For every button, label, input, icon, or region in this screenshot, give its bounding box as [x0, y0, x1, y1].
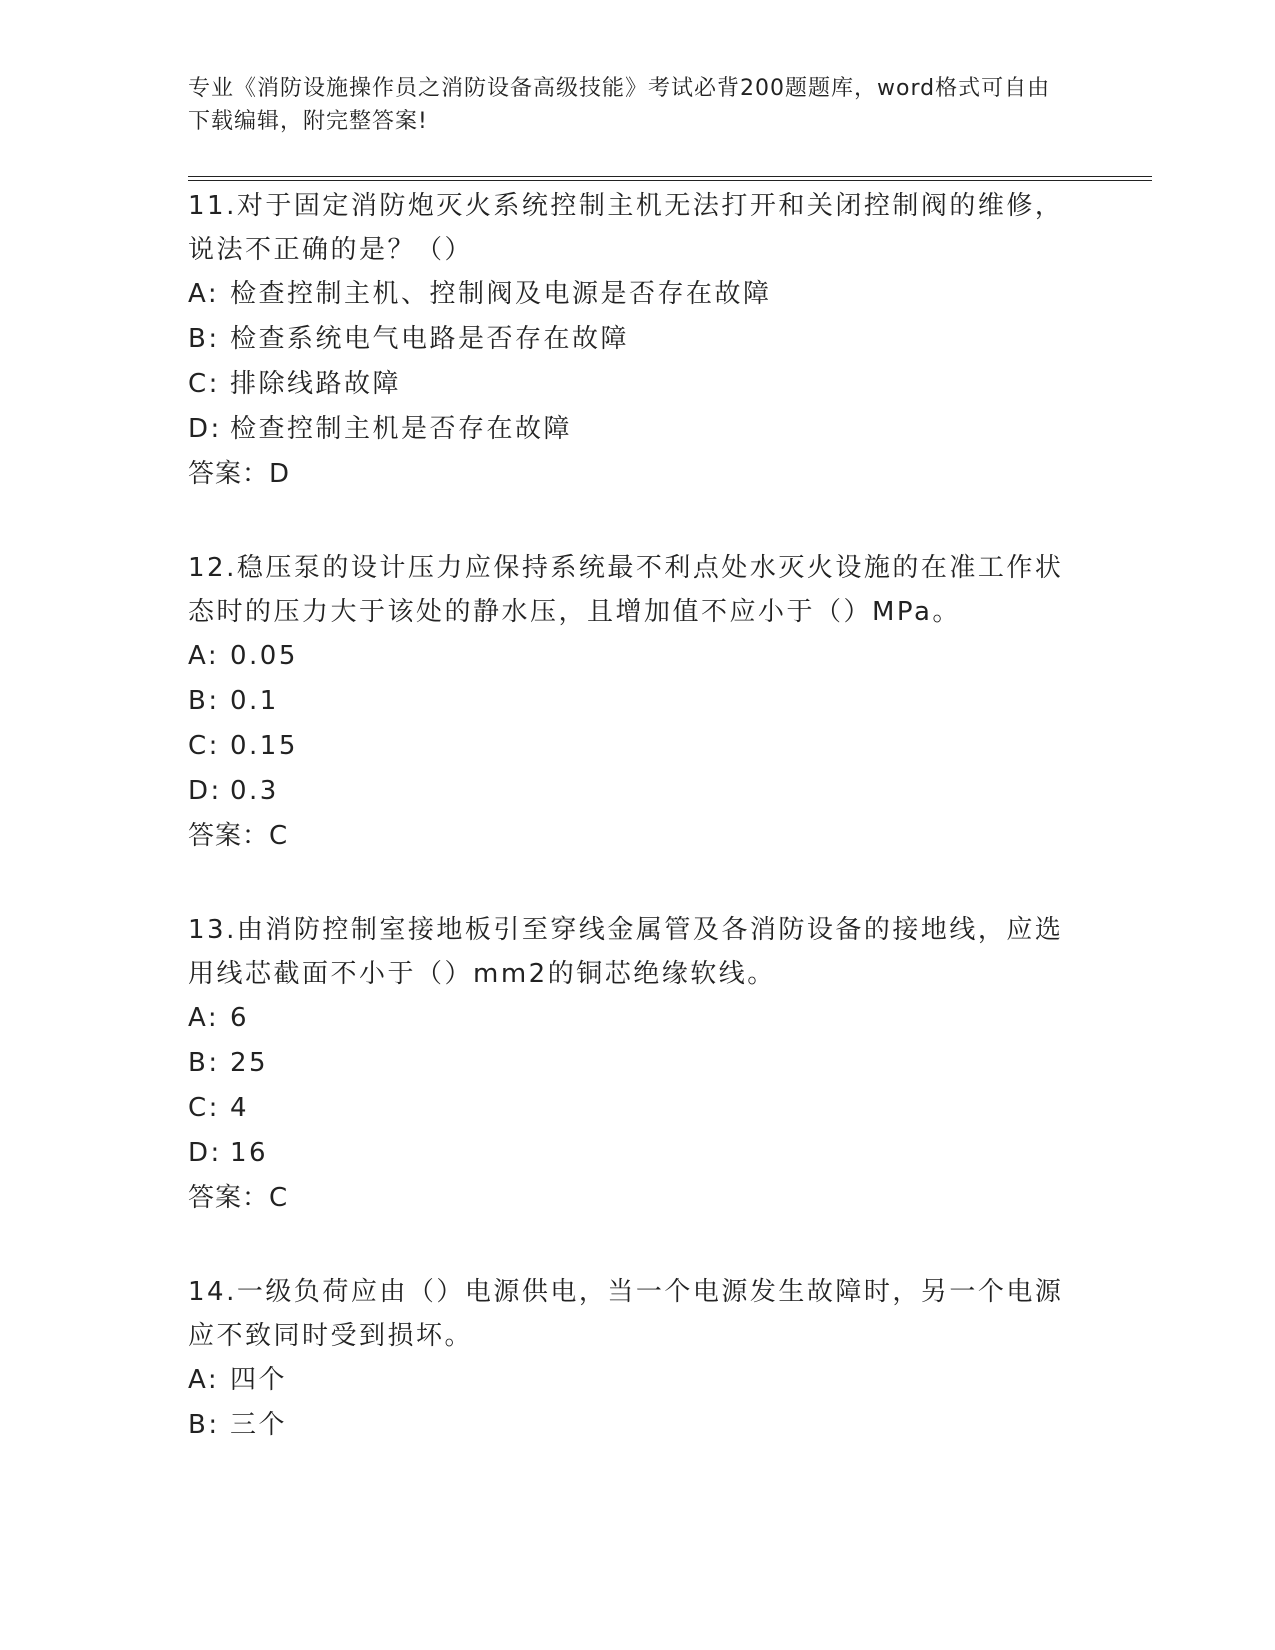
- option-text: 25: [230, 1048, 269, 1078]
- option-key: A:: [188, 1365, 220, 1395]
- option-text: 0.3: [230, 776, 279, 806]
- option-key: C:: [188, 1093, 220, 1123]
- option-key: C:: [188, 731, 220, 761]
- option-c: [188, 362, 1088, 407]
- option-text: 4: [230, 1093, 250, 1123]
- answer-line: [188, 1176, 1088, 1221]
- option-text: 三个: [230, 1410, 288, 1440]
- answer-line: [188, 814, 1088, 859]
- answer-value: C: [269, 821, 289, 851]
- question-stem: 11.对于固定消防炮灭火系统控制主机无法打开和关闭控制阀的维修，说法不正确的是？（）: [188, 191, 1064, 265]
- answer-line: [188, 452, 1088, 497]
- option-key: B:: [188, 324, 220, 354]
- option-d: [188, 407, 1088, 452]
- option-key: B:: [188, 686, 220, 716]
- answer-value: D: [269, 459, 291, 489]
- option-c: [188, 724, 1088, 769]
- option-text: 四个: [230, 1365, 288, 1395]
- option-b: [188, 317, 1088, 362]
- option-text: 0.1: [230, 686, 279, 716]
- answer-value: C: [269, 1183, 289, 1213]
- option-d: [188, 769, 1088, 814]
- answer-label: 答案：: [188, 821, 270, 851]
- question-13: [188, 908, 1088, 1221]
- option-d: [188, 1131, 1088, 1176]
- option-a: [188, 1358, 1088, 1403]
- question-11: [188, 184, 1088, 497]
- option-text: 检查控制主机、控制阀及电源是否存在故障: [230, 279, 772, 309]
- option-key: A:: [188, 641, 220, 671]
- option-b: [188, 679, 1088, 724]
- option-key: C:: [188, 369, 220, 399]
- question-stem: 12.稳压泵的设计压力应保持系统最不利点处水灭火设施的在准工作状态时的压力大于该处的静水压，且增加值不应小于（）MPa。: [188, 553, 1064, 627]
- question-12: [188, 546, 1088, 859]
- option-b: [188, 1041, 1088, 1086]
- option-key: A:: [188, 1003, 220, 1033]
- question-14: [188, 1270, 1088, 1448]
- option-text: 0.05: [230, 641, 298, 671]
- option-a: [188, 996, 1088, 1041]
- option-text: 排除线路故障: [230, 369, 402, 399]
- option-text: 0.15: [230, 731, 298, 761]
- option-c: [188, 1086, 1088, 1131]
- option-key: D:: [188, 776, 222, 806]
- option-a: [188, 634, 1088, 679]
- option-key: B:: [188, 1410, 220, 1440]
- option-a: [188, 272, 1088, 317]
- option-key: B:: [188, 1048, 220, 1078]
- option-b: [188, 1403, 1088, 1448]
- option-text: 检查控制主机是否存在故障: [230, 414, 573, 444]
- option-key: A:: [188, 279, 220, 309]
- option-text: 16: [230, 1138, 269, 1168]
- header-divider: [188, 176, 1152, 181]
- option-text: 6: [230, 1003, 250, 1033]
- answer-label: 答案：: [188, 1183, 270, 1213]
- option-key: D:: [188, 414, 222, 444]
- option-text: 检查系统电气电路是否存在故障: [230, 324, 630, 354]
- answer-label: 答案：: [188, 459, 270, 489]
- question-stem: 13.由消防控制室接地板引至穿线金属管及各消防设备的接地线，应选用线芯截面不小于（）mm2的铜芯绝缘软线。: [188, 915, 1064, 989]
- option-key: D:: [188, 1138, 222, 1168]
- question-stem: 14.一级负荷应由（）电源供电，当一个电源发生故障时，另一个电源应不致同时受到损坏。: [188, 1277, 1064, 1351]
- document-header: 专业《消防设施操作员之消防设备高级技能》考试必背200题题库，word格式可自由下载编辑，附完整答案!: [188, 76, 1051, 134]
